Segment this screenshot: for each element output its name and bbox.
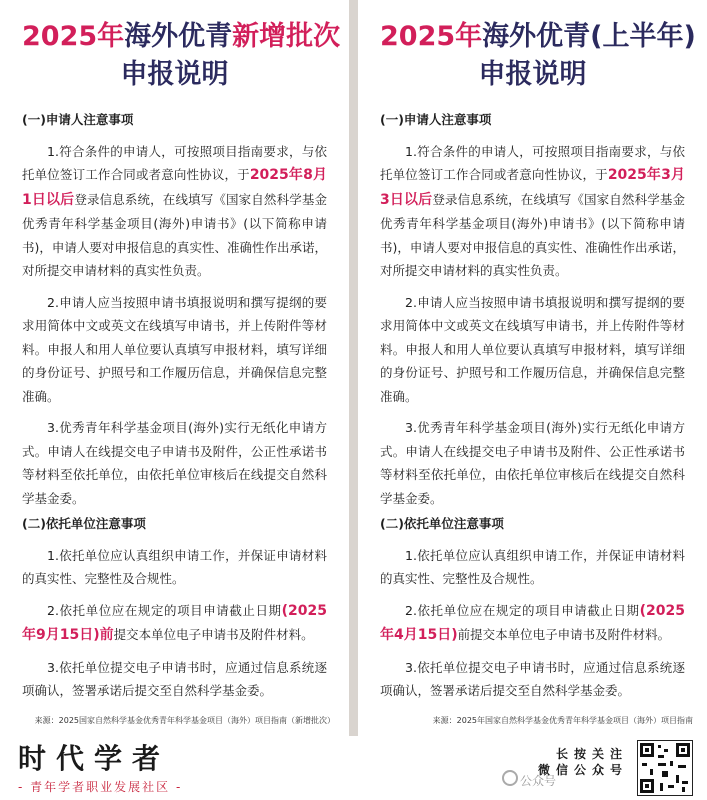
section-heading: (一)申请人注意事项	[22, 112, 134, 127]
source-note: 来源：2025年国家自然科学基金优秀青年科学基金项目（海外）项目指南	[432, 716, 693, 725]
right-title	[380, 18, 696, 94]
paragraph: 1.依托单位应认真组织申请工作，并保证申请材料的真实性、完整性及合规性。	[22, 547, 327, 586]
paragraph: 1.符合条件的申请人，可按照项目指南要求，与依托单位签订工作合同或者意向性协议，于2025年8月1日以后登录信息系统，在线填写《国家自然科学基金优秀青年科学基金项目(海外)申请书》(以下简称申请书)，申请人要对申报信息的真实性、准确性作出承诺，对所提交申请材料的真实性负责。	[22, 143, 327, 278]
title-highlight: 新增批次	[232, 21, 341, 52]
paragraph: 2.申请人应当按照申请书填报说明和撰写提纲的要求用简体中文或英文在线填写申请书，并上传附件等材料。申报人和用人单位要认真填写申报材料，填写详细的身份证号、护照号和工作履历信息，并确保信息完整准确。	[22, 294, 327, 404]
title-main: 海外优青	[124, 21, 233, 52]
right-content	[380, 108, 685, 703]
paragraph: 2.依托单位应在规定的项目申请截止日期(2025年4月15日)前提交本单位电子申请书及附件材料。	[380, 602, 685, 643]
title-year: 2025年	[22, 21, 125, 52]
follow-text: 长按关注 微信公众号	[538, 747, 629, 777]
title-main: 海外优青(上半年)	[482, 21, 696, 52]
qr-code-icon[interactable]	[637, 740, 693, 796]
paragraph: 3.优秀青年科学基金项目(海外)实行无纸化申请方式。申请人在线提交电子申请书及附件，公正性承诺书等材料至依托单位，由依托单位审核后在线提交自然科学基金委。	[22, 420, 327, 506]
paragraph: 3.优秀青年科学基金项目(海外)实行无纸化申请方式。申请人在线提交电子申请书及附件、公正性承诺书等材料至依托单位，由依托单位审核后在线提交自然科学基金委。	[380, 420, 685, 506]
watermark: 公众号	[520, 774, 557, 788]
paragraph: 2.依托单位应在规定的项目申请截止日期(2025年9月15日)前提交本单位电子申请书及附件材料。	[22, 602, 327, 643]
footer	[0, 736, 707, 800]
paragraph: 2.申请人应当按照申请书填报说明和撰写提纲的要求用简体中文或英文在线填写申请书，并上传附件等材料。申报人和用人单位要认真填写申报材料，填写详细的身份证号、护照号和工作履历信息，并确保信息完整准确。	[380, 294, 685, 404]
section-heading: (二)依托单位注意事项	[380, 516, 504, 531]
left-content	[22, 108, 327, 703]
deadline-highlight: (2025年4月15日)	[380, 602, 685, 643]
brand-slogan: - 青年学者职业发展社区 -	[18, 780, 183, 794]
paragraph: 1.符合条件的申请人，可按照项目指南要求，与依托单位签订工作合同或者意向性协议，于2025年3月3日以后登录信息系统，在线填写《国家自然科学基金优秀青年科学基金项目(海外)申请书》(以下简称申请书)，申请人要对申报信息的真实性、准确性作出承诺，对所提交申请材料的真实性负责。	[380, 143, 685, 278]
source-note: 来源：2025国家自然科学基金优秀青年科学基金项目（海外）项目指南（新增批次）	[34, 716, 335, 725]
wechat-icon	[502, 770, 518, 786]
subtitle: 申报说明	[478, 59, 587, 90]
brand-name: 时代学者	[18, 742, 171, 775]
left-title	[22, 18, 341, 94]
brand	[18, 742, 182, 795]
paragraph: 3.依托单位提交电子申请书时，应通过信息系统逐项确认，签署承诺后提交至自然科学基金委。	[22, 659, 327, 698]
title-year: 2025年	[380, 21, 483, 52]
subtitle: 申报说明	[120, 59, 229, 90]
section-heading: (二)依托单位注意事项	[22, 516, 146, 531]
date-highlight: 2025年3月3日以后	[380, 167, 685, 208]
deadline-highlight: (2025年9月15日)前	[22, 602, 327, 643]
paragraph: 3.依托单位提交电子申请书时，应通过信息系统逐项确认，签署承诺后提交至自然科学基金委。	[380, 659, 685, 698]
section-heading: (一)申请人注意事项	[380, 112, 492, 127]
date-highlight: 2025年8月1日以后	[22, 167, 327, 208]
right-panel	[358, 0, 707, 736]
paragraph: 1.依托单位应认真组织申请工作，并保证申请材料的真实性、完整性及合规性。	[380, 547, 685, 586]
left-panel	[0, 0, 349, 736]
